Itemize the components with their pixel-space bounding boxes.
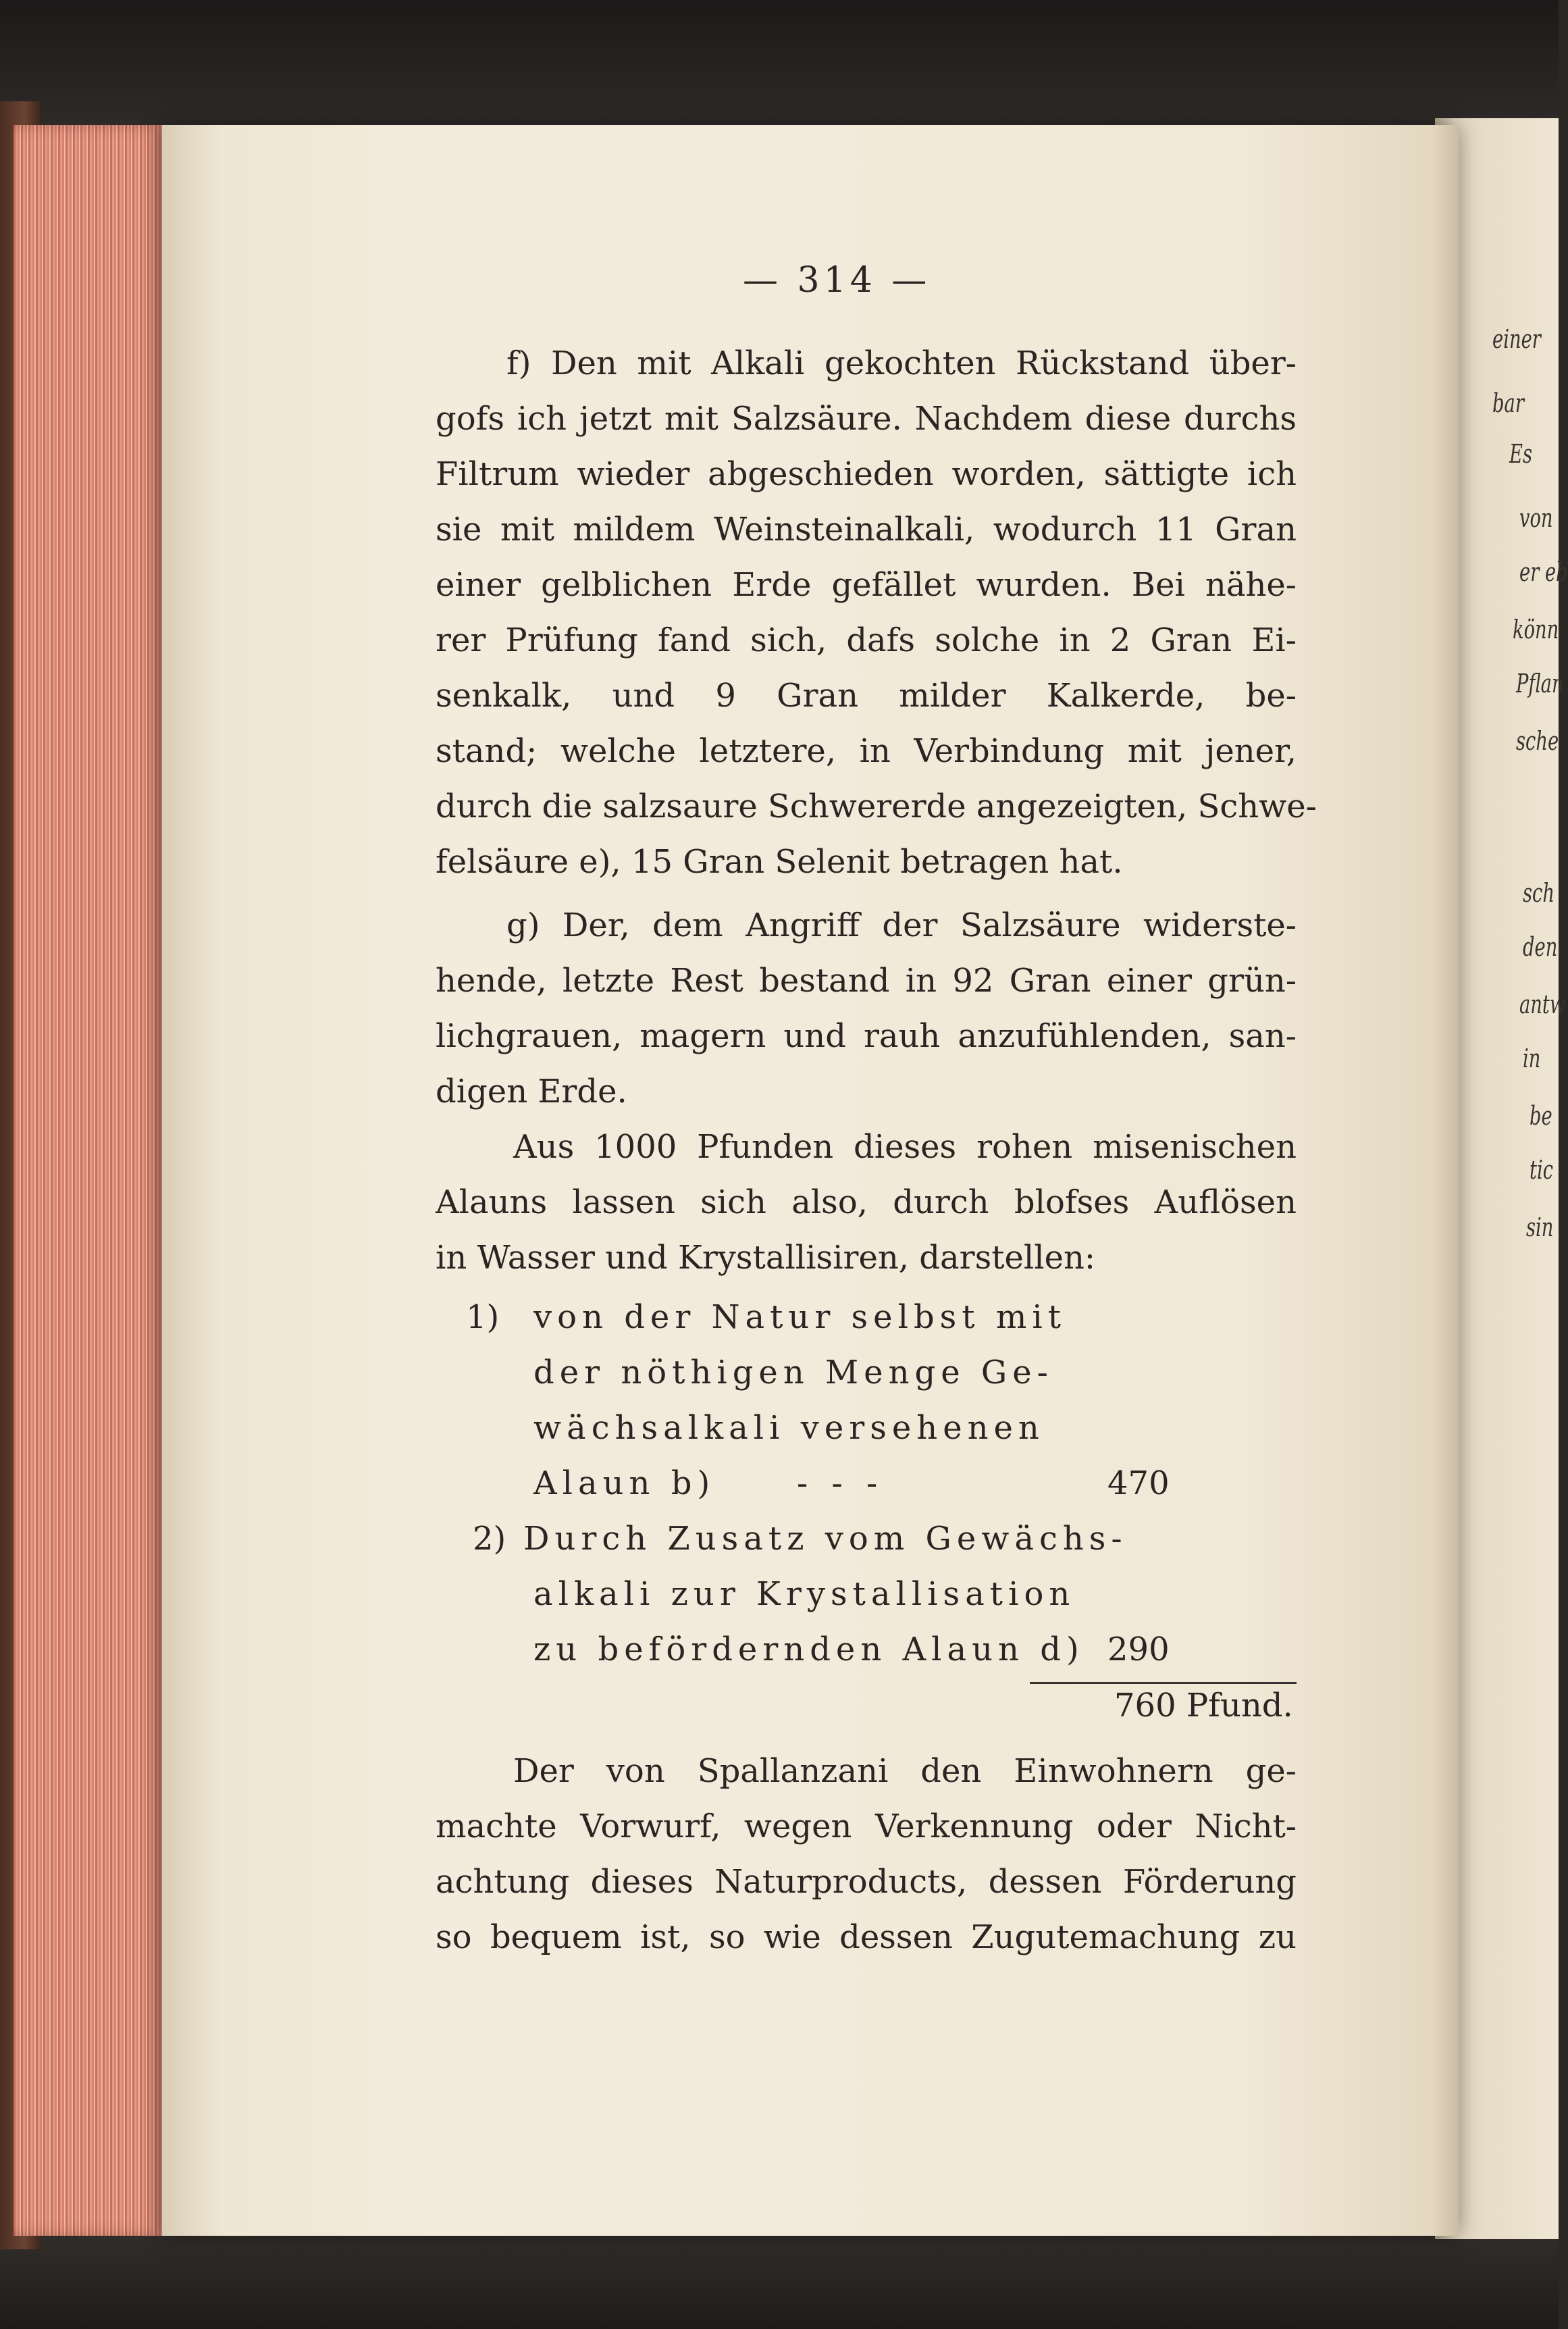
right-page-fragment: antw [1519,990,1566,1019]
total-value: 760 Pfund. [1114,1687,1293,1724]
right-page-fragment: sch [1523,878,1554,908]
right-page-fragment: könn [1513,615,1559,644]
text-line: Der von Spallanzani den Einwohnern ge- [513,1752,1297,1790]
right-page-fragment: Pflan [1516,669,1564,698]
right-page-fragment: tic [1530,1155,1554,1185]
text-line: in Wasser und Krystallisiren, darstellen: [436,1239,1096,1277]
text-line: Alauns lassen sich also, durch blofses Auflösen [436,1183,1297,1221]
page-fore-edge [14,125,165,2236]
list-value: 290 [1107,1631,1170,1668]
list-value: 470 [1107,1464,1170,1502]
text-line: digen Erde. [436,1073,627,1110]
text-line: lichgrauen, magern und rauh anzufühlenden, san- [436,1017,1297,1055]
list-line: wächsalkali versehenen [533,1409,1045,1447]
text-line: Aus 1000 Pfunden dieses rohen misenischen [513,1128,1297,1166]
list-line: Durch Zusatz vom Gewächs- [523,1520,1128,1558]
background-top [0,0,1559,135]
text-line: sie mit mildem Weinsteinalkali, wodurch 11 Gran [436,511,1297,548]
right-page-fragment: von [1519,503,1553,533]
leader-dashes: - - - [797,1464,885,1502]
text-line: rer Prüfung fand sich, dafs solche in 2 Gran Ei- [436,621,1297,659]
text-line: Filtrum wieder abgeschieden worden, sättigte ich [436,455,1297,493]
right-page-fragment: er eb [1519,557,1568,587]
list-line: von der Natur selbst mit [533,1298,1066,1336]
text-line: gofs ich jetzt mit Salzsäure. Nachdem diese durchs [436,400,1297,438]
text-line: senkalk, und 9 Gran milder Kalkerde, be- [436,677,1297,715]
right-page-fragment: bar [1492,388,1524,418]
text-line: machte Vorwurf, wegen Verkennung oder Nicht- [436,1808,1297,1845]
right-page-fragment: den [1523,932,1558,962]
page-number: — 314 — [743,260,931,301]
text-line: g) Der, dem Angriff der Salzsäure widerste- [506,906,1297,944]
text-line: hende, letzte Rest bestand in 92 Gran einer grün- [436,962,1297,1000]
text-line: durch die salzsaure Schwererde angezeigten, Schwe- [436,788,1317,825]
right-page-fragment: einer [1492,324,1541,354]
list-line: alkali zur Krystallisation [533,1575,1076,1613]
list-line: der nöthigen Menge Ge- [533,1354,1053,1391]
right-page-fragment: be [1530,1101,1552,1131]
right-page-fragment: sche [1516,726,1559,756]
list-number: 1) [466,1298,500,1336]
right-page-fragment: sin [1526,1212,1554,1242]
text-line: f) Den mit Alkali gekochten Rückstand über- [506,344,1297,382]
text-line: stand; welche letztere, in Verbindung mit jener, [436,732,1297,770]
right-page-fragment: Es [1509,439,1533,469]
sum-rule [1030,1682,1297,1684]
list-line: Alaun b) [533,1464,716,1502]
text-line: felsäure e), 15 Gran Selenit betragen hat. [436,843,1123,881]
right-page-fragment: in [1523,1044,1541,1073]
background-bottom [0,2222,1559,2329]
text-line: achtung dieses Naturproducts, dessen Förderung [436,1863,1297,1901]
list-number: 2) [473,1520,506,1558]
list-line: zu befördernden Alaun d) [533,1631,1084,1668]
text-line: einer gelblichen Erde gefället wurden. Bei nähe- [436,566,1297,604]
text-line: so bequem ist, so wie dessen Zugutemachung zu [436,1918,1297,1956]
